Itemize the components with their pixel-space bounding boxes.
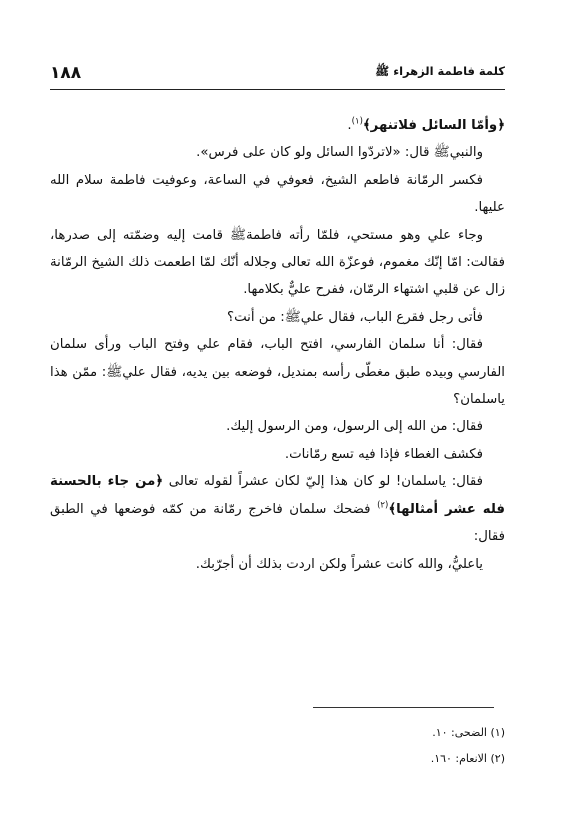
paragraph-6: فقال: أنا سلمان الفارسي، افتح الباب، فقام علي وفتح الباب ورأى سلمان الفارسي وبيده طبق مغطّى رأسه بمنديل، فوضعه بين يديه، فقال عليﷺ: ممّن هذا ياسلمان؟ [50,337,505,408]
quran-quote: ﴿من جاء بالحسنة فله عشر أمثالها﴾ [50,474,506,517]
footnote-2: (٢) الانعام: ١٦٠. [430,752,505,765]
page-number: ١٨٨ [50,63,82,83]
paragraph-10: ياعليُّ، والله كانت عشراً ولكن اردت بذلك أن أجرّبك. [195,556,483,572]
paragraph-1-end: . [347,118,352,133]
footnote-marker-1: (١) [351,116,363,127]
running-title: كلمة فاطمة الزهراء ﷺ [375,64,505,78]
paragraph-8: فكشف الغطاء فإذا فيه تسع رمّانات. [284,446,483,462]
paragraph-9-end: فضحك سلمان فاخرج رمّانة من كمّه فوضعها في الطبق فقال: [50,501,505,545]
paragraph-7: فقال: من الله إلى الرسول، ومن الرسول إليك. [226,419,483,435]
paragraph-3: فكسر الرمّانة فاطعم الشيخ، فعوفي في الساعة، وعوفيت فاطمة سلام الله عليها. [50,172,505,216]
paragraph-5: فأتى رجل فقرع الباب، فقال عليﷺ: من أنت؟ [227,309,483,325]
footnote-1: (١) الضحى: ١٠. [432,726,505,739]
paragraph-1 [50,112,505,139]
footnote-rule [313,707,494,708]
footnotes [50,720,505,772]
body-text [50,112,505,578]
paragraph-4: وجاء علي وهو مستحي، فلمّا رأته فاطمةﷺ قامت إليه وضمّته إلى صدرها، فقالت: امّا إنّك مغموم، فوعزّة الله تعالى وجلاله أنّك لمّا اطعمت ذلك الشيخ الرمّانة زال عن قلبي اشتهاء الرمّان، ففرح عليٌّ بكلامها. [50,227,505,298]
header-rule [50,89,505,90]
footnote-marker-2: (٢) [377,500,389,511]
paragraph-2: والنبيﷺ قال: «لاتردّوا السائل ولو كان على فرس». [196,145,483,161]
paragraph-9 [50,468,505,550]
paragraph-9-start: فقال: ياسلمان! لو كان هذا إليّ لكان عشراً لقوله تعالى [168,474,483,490]
quran-quote: ﴿وأمّا السائل فلاتنهر﴾ [362,118,505,133]
